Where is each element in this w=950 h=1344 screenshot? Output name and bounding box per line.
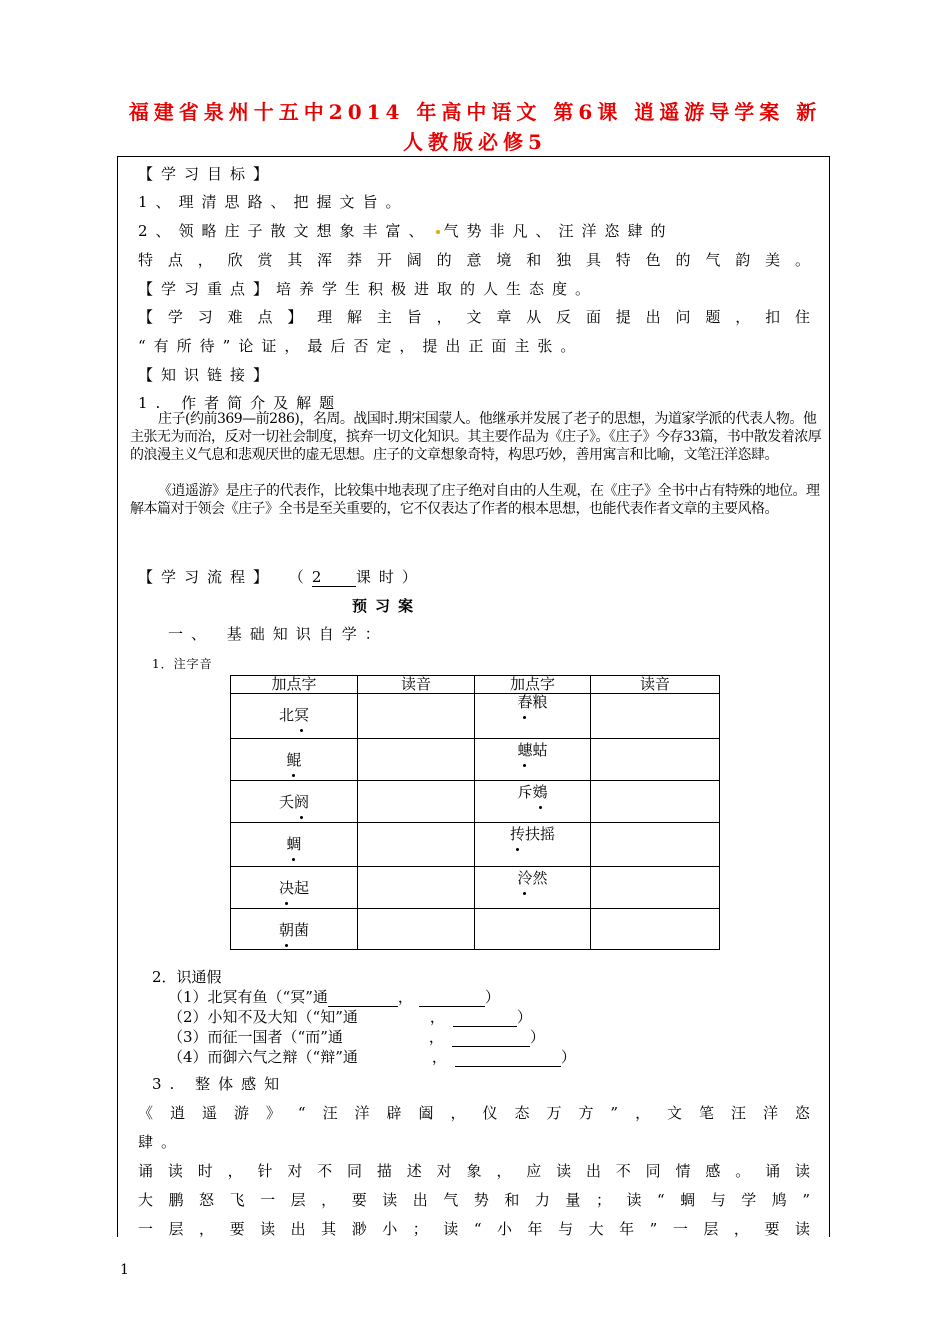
knowledge-heading: 【知识链接】: [138, 366, 277, 384]
table-row: [231, 909, 720, 950]
dotted-char: 泠: [517, 869, 533, 887]
header-cell: 读音: [358, 676, 475, 694]
table-row: [231, 823, 720, 867]
dotted-char: 蜩: [286, 835, 302, 853]
learning-focus: 【学习重点】培养学生积极进取的人生态度。: [138, 280, 599, 298]
word-cell: [475, 823, 591, 867]
tongjia-end: ）: [529, 1028, 545, 1046]
tongjia-sep: ，: [397, 988, 413, 1006]
word: 斥鴳: [517, 783, 548, 801]
word: [231, 739, 357, 770]
header-cell: 加点字: [231, 676, 358, 694]
answer-blank[interactable]: [455, 1048, 561, 1067]
tongjia-item-1: [168, 986, 500, 1007]
word-cell: [231, 781, 358, 823]
word: 朝菌: [278, 921, 310, 939]
process-line: [138, 566, 425, 587]
dotted-char: 蟪: [517, 741, 533, 759]
objective-2b: 气势非凡、汪洋恣肆的: [443, 222, 674, 240]
process-heading: 【学习流程】: [138, 568, 277, 586]
tongjia-item-3: [168, 1026, 545, 1047]
word: 抟扶摇: [509, 825, 556, 843]
word-cell: [475, 867, 591, 909]
overall-line-1: 《逍遥游》“汪洋辟阖，仪态万方”，文笔汪洋恣: [138, 1104, 810, 1122]
tongjia-sep: ，: [431, 1048, 447, 1066]
learning-difficulty-2: “有所待”论证，最后否定，提出正面主张。: [138, 337, 584, 355]
reading-cell[interactable]: [358, 909, 475, 950]
tongjia-end: ）: [516, 1008, 532, 1026]
title-line-1: 福建省泉州十五中2014 年高中语文 第6课 逍遥游导学案 新: [128, 100, 822, 124]
title-intro-paragraph: 《逍遥游》是庄子的代表作，比较集中地表现了庄子绝对自由的人生观，在《庄子》全书中占有特殊的地位。理解本篇对于领会《庄子》全书是至关重要的，它不仅表达了作者的根本思想，也能代表作者文章的主要风格。: [130, 483, 820, 517]
tongjia-item-4: [168, 1046, 576, 1067]
highlight-dot-icon: [436, 230, 440, 234]
objective-2: [138, 220, 674, 241]
answer-blank[interactable]: [419, 988, 485, 1007]
objective-1: 1、理清思路、把握文旨。: [138, 193, 409, 211]
word: 舂粮: [517, 693, 548, 711]
page-number: 1: [120, 1262, 129, 1278]
hours-value: 2: [311, 568, 322, 586]
reading-cell[interactable]: [591, 694, 720, 739]
author-intro-heading: 1. 作者简介及解题: [138, 394, 343, 412]
reading-cell[interactable]: [591, 739, 720, 781]
author-intro-paragraph: 庄子(约前369—前286)，名周。战国时.期宋国蒙人。他继承并发展了老子的思想，为道家学派的代表人物。他主张无为而治，反对一切社会制度，摈弃一切文化知识。其主要作品为《庄子》。《庄子》今存33篇，书中散发着浓厚的浪漫主义气息和悲观厌世的虚无思想。庄子的文章想象奇特，构思巧妙，善用寓言和比喻，文笔汪洋恣肆。: [130, 411, 822, 463]
word: [231, 823, 357, 854]
reading-cell[interactable]: [591, 823, 720, 867]
word-cell: [475, 909, 591, 950]
tongjia-item-2: [168, 1006, 532, 1027]
overall-label: 3. 整体感知: [152, 1075, 288, 1093]
pinyin-label: 1．注字音: [152, 657, 213, 671]
overall-line-4: 大鹏怒飞一层，要读出气势和力量；读“蜩与学鸠”: [138, 1191, 810, 1209]
word: 蟪蛄: [517, 741, 548, 759]
pinyin-table: [230, 675, 720, 950]
paren-open: （: [288, 568, 312, 586]
tongjia-sep: ，: [429, 1008, 445, 1026]
header-cell: 加点字: [475, 676, 591, 694]
table-row: [231, 781, 720, 823]
overall-line-2: 肆。: [138, 1133, 185, 1151]
word-cell: [475, 694, 591, 739]
reading-cell[interactable]: [358, 694, 475, 739]
learning-difficulty-1: 【学习难点】理解主旨，文章从反面提出问题，扣住: [138, 308, 810, 326]
word-cell: [475, 739, 591, 781]
title-line-2: 人教版必修5: [403, 130, 547, 154]
dotted-char: 鴳: [532, 783, 548, 801]
tongjia-text: （1）北冥有鱼（“冥”通: [168, 988, 328, 1006]
tongjia-label: 2．识通假: [152, 968, 222, 986]
word: 决起: [278, 879, 310, 897]
word-cell: [231, 909, 358, 950]
word: 泠然: [517, 869, 548, 887]
reading-cell[interactable]: [358, 781, 475, 823]
word-cell: [231, 867, 358, 909]
overall-line-3: 诵读时，针对不同描述对象，应读出不同情感。诵读: [138, 1162, 810, 1180]
section-basic: 一、 基础知识自学：: [168, 625, 388, 643]
dotted-char: 冥: [294, 706, 310, 724]
answer-blank[interactable]: [328, 988, 398, 1007]
reading-cell[interactable]: [358, 739, 475, 781]
objective-2a: 2、领略庄子散文想象丰富、: [138, 222, 432, 240]
dotted-char: 阏: [294, 793, 310, 811]
preview-title: 预习案: [352, 597, 422, 615]
objectives-heading: 【学习目标】: [138, 165, 277, 183]
table-row: [231, 739, 720, 781]
tongjia-text: （2）小知不及大知（“知”通: [168, 1008, 358, 1026]
reading-cell[interactable]: [591, 781, 720, 823]
document-title: [80, 97, 870, 157]
reading-cell[interactable]: [591, 909, 720, 950]
word-cell: [231, 739, 358, 781]
word-cell: [231, 694, 358, 739]
hours-field[interactable]: [312, 568, 356, 587]
word-cell: [231, 823, 358, 867]
hours-unit: 课时: [355, 568, 402, 586]
table-row: [231, 694, 720, 739]
dotted-char: 鲲: [286, 751, 302, 769]
header-cell: 读音: [591, 676, 720, 694]
dotted-char: 抟: [509, 825, 525, 843]
reading-cell[interactable]: [591, 867, 720, 909]
objective-2-line2: 特点，欣赏其浑莽开阔的意境和独具特色的气韵美。: [138, 251, 810, 269]
tongjia-text: （4）而御六气之辩（“辩”通: [168, 1048, 358, 1066]
tongjia-end: ）: [560, 1048, 576, 1066]
reading-cell[interactable]: [358, 867, 475, 909]
tongjia-text: （3）而征一国者（“而”通: [168, 1028, 343, 1046]
tongjia-end: ）: [484, 988, 500, 1006]
dotted-char: 决: [278, 879, 294, 897]
reading-cell[interactable]: [358, 823, 475, 867]
answer-blank[interactable]: [453, 1008, 517, 1027]
dotted-char: 舂: [517, 693, 533, 711]
dotted-char: 朝: [278, 921, 294, 939]
paren-close: ）: [401, 568, 425, 586]
overall-line-5: 一层，要读出其渺小；读“小年与大年”一层，要读: [138, 1220, 810, 1238]
table-row: [231, 867, 720, 909]
word-cell: [475, 781, 591, 823]
answer-blank[interactable]: [452, 1028, 530, 1047]
word: 夭阏: [278, 793, 310, 811]
word: 北冥: [278, 706, 310, 724]
tongjia-sep: ，: [428, 1028, 444, 1046]
